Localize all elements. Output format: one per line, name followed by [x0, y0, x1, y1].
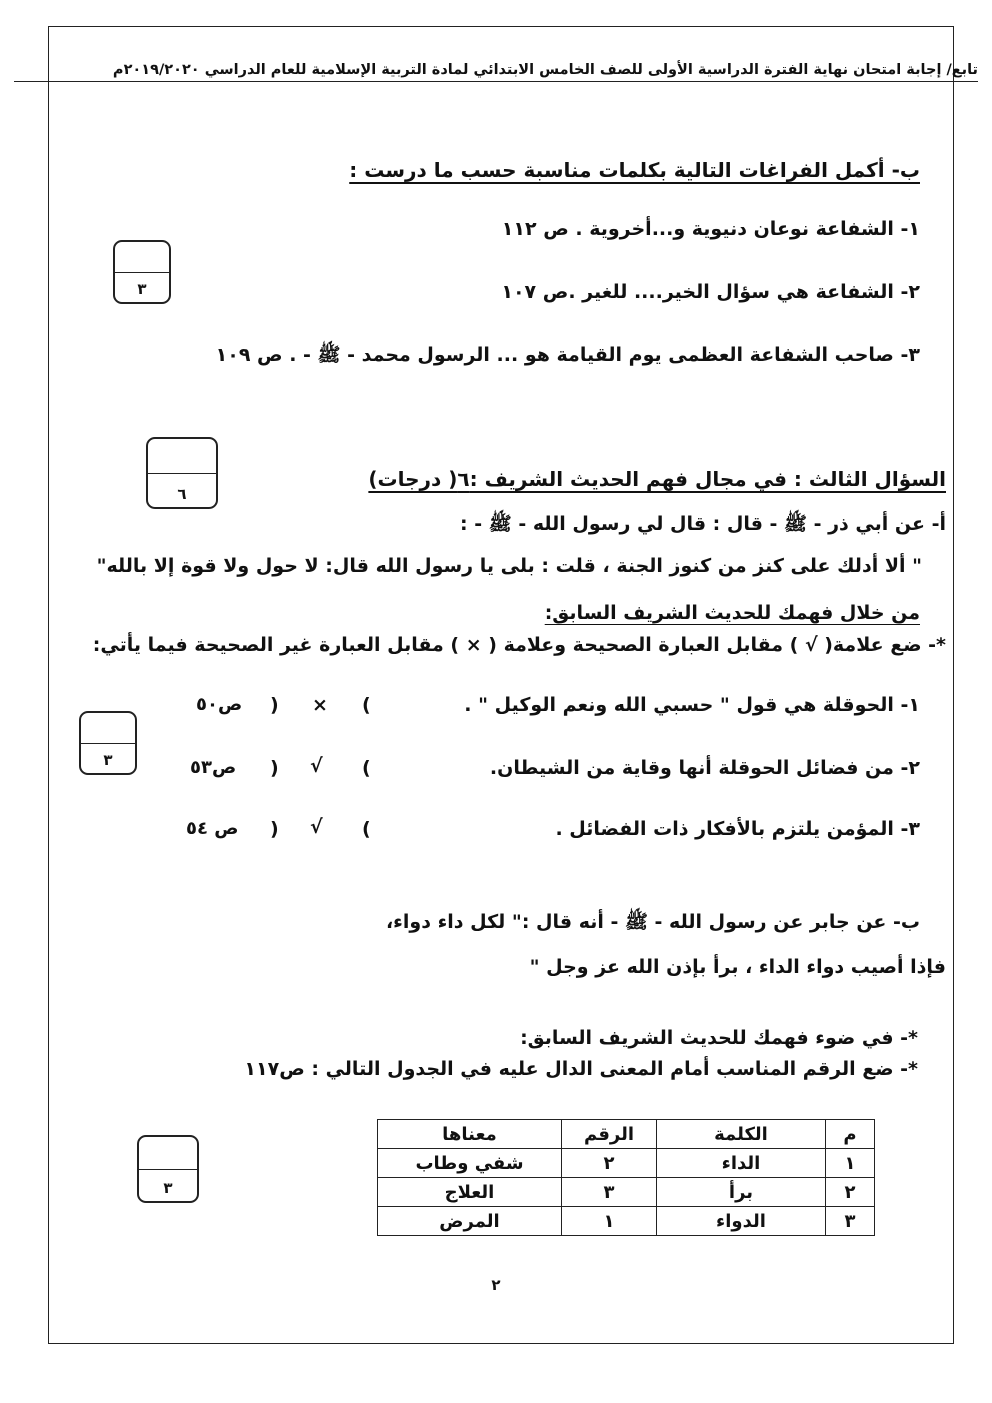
score-box-part-b [137, 1135, 199, 1203]
table-row [378, 1207, 875, 1236]
table-cell: المرض [378, 1207, 562, 1236]
paren-open: ( [362, 818, 371, 840]
score-value: ٣ [103, 751, 113, 769]
table-cell: الداء [657, 1149, 826, 1178]
page-header: تابع/ إجابة امتحان نهاية الفترة الدراسية الأولى للصف الخامس الابتدائي لمادة التربية الإسلامية للعام الدراسي ٢٠١٩/٢٠٢٠م [14, 62, 978, 82]
score-box-part-a [79, 711, 137, 775]
page-ref-1: ص٥٠ [196, 694, 243, 715]
score-value: ٣ [163, 1179, 173, 1197]
paren-close: ) [270, 818, 279, 840]
paren-close: ) [270, 694, 279, 716]
mark-2: √ [310, 755, 323, 777]
part-b-line-1: ب- عن جابر عن رسول الله - ﷺ - أنه قال :" لكل داء دواء، [385, 911, 920, 933]
question3-title: السؤال الثالث : في مجال فهم الحديث الشريف :٦( درجات) [368, 467, 946, 491]
table-cell: ٢ [562, 1149, 657, 1178]
table-cell: ٣ [826, 1207, 875, 1236]
statement-2: ٢- من فضائل الحوقلة أنها وقاية من الشيطان. [489, 757, 920, 779]
score-value: ٦ [177, 485, 187, 503]
table-header-cell: م [826, 1120, 875, 1149]
table-cell: ١ [826, 1149, 875, 1178]
part-b-understanding: *- في ضوء فهمك للحديث الشريف السابق: [520, 1027, 918, 1049]
part-a-understanding: من خلال فهمك للحديث الشريف السابق: [544, 602, 920, 624]
table-header-row [378, 1120, 875, 1149]
table-cell: برأ [657, 1178, 826, 1207]
score-box-section-b [113, 240, 171, 304]
page-ref-3: ص ٥٤ [186, 818, 239, 839]
table-cell: ٢ [826, 1178, 875, 1207]
table-cell: ١ [562, 1207, 657, 1236]
mark-1: × [312, 694, 328, 716]
part-b-instruction: *- ضع الرقم المناسب أمام المعنى الدال عليه في الجدول التالي : ص١١٧ [244, 1058, 918, 1080]
section-b-title: ب- أكمل الفراغات التالية بكلمات مناسبة حسب ما درست : [349, 158, 920, 182]
table-cell: ٣ [562, 1178, 657, 1207]
score-value: ٣ [137, 280, 147, 298]
table-header-cell: معناها [378, 1120, 562, 1149]
part-a-instruction: *- ضع علامة( √ ) مقابل العبارة الصحيحة وعلامة ( × ) مقابل العبارة غير الصحيحة فيما يأتي: [92, 634, 946, 656]
meanings-table [377, 1119, 875, 1236]
table-row [378, 1178, 875, 1207]
paren-open: ( [362, 694, 371, 716]
page-number: ٢ [491, 1276, 501, 1294]
paren-open: ( [362, 757, 371, 779]
table-header-cell: الكلمة [657, 1120, 826, 1149]
part-b-line-2: فإذا أصيب دواء الداء ، برأ بإذن الله عز وجل " [529, 956, 946, 978]
fill-item-2: ٢- الشفاعة هي سؤال الخير.... للغير .ص ١٠٧ [501, 281, 920, 303]
table-cell: شفي وطاب [378, 1149, 562, 1178]
part-a-intro: أ- عن أبي ذر - ﷺ - قال : قال لي رسول الله - ﷺ - : [460, 513, 946, 535]
part-a-hadith: " ألا أدلك على كنز من كنوز الجنة ، قلت : بلى يا رسول الله قال: لا حول ولا قوة إلا بالله" [96, 555, 922, 577]
fill-item-1: ١- الشفاعة نوعان دنيوية و...أخروية . ص ١١٢ [501, 218, 920, 240]
table-cell: الدواء [657, 1207, 826, 1236]
table-cell: العلاج [378, 1178, 562, 1207]
score-box-question3 [146, 437, 218, 509]
table-row [378, 1149, 875, 1178]
mark-3: √ [310, 816, 323, 838]
paren-close: ) [270, 757, 279, 779]
table-header-cell: الرقم [562, 1120, 657, 1149]
page-ref-2: ص٥٣ [190, 757, 237, 778]
statement-3: ٣- المؤمن يلتزم بالأفكار ذات الفضائل . [555, 818, 920, 840]
statement-1: ١- الحوقلة هي قول " حسبي الله ونعم الوكيل " . [464, 694, 920, 716]
fill-item-3: ٣- صاحب الشفاعة العظمى يوم القيامة هو ... الرسول محمد - ﷺ - . ص ١٠٩ [215, 344, 920, 366]
